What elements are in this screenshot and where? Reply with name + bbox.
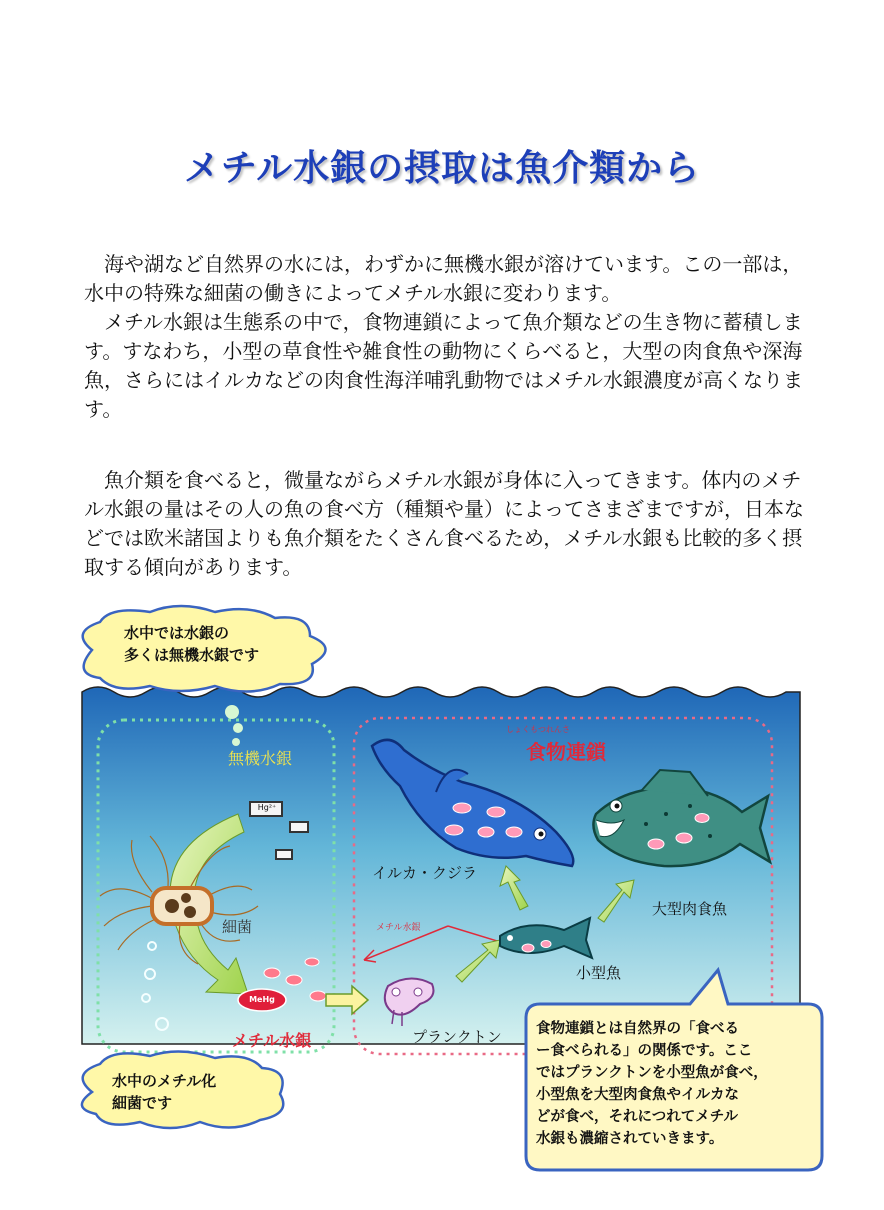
food-chain-label: 食物連鎖 [526,740,606,764]
food-chain-ruby: しょくもつれんさ [506,725,570,734]
inorganic-mercury-label: 無機水銀 [228,749,293,768]
food-chain-diagram [0,600,884,1210]
note-text: 食物連鎖とは自然界の「食べる ー食べられる」の関係です。ここ ではプランクトンを小型魚が食べ， 小型魚を大型肉食魚やイルカな どが食べ，それにつれてメチル 水銀も濃縮されていきます。 [536,1021,768,1147]
methylmercury-small-label: メチル水銀 [376,923,421,933]
methylmercury-label: メチル水銀 [232,1031,312,1050]
plankton-label: プランクトン [412,1028,502,1046]
page-title: メチル水銀の摂取は魚介類から [183,148,701,189]
mehg-chip-label: MeHg [249,995,275,1004]
cloud-top-text: 水中では水銀の 多くは無機水銀です [124,624,260,664]
big-fish-label: 大型肉食魚 [652,900,728,918]
hg-chip-label: Hg²⁺ [257,803,277,812]
cloud-bottom-text: 水中のメチル化 細菌です [112,1072,217,1112]
small-fish-label: 小型魚 [576,964,622,982]
intro-paragraph: 海や湖など自然界の水には，わずかに無機水銀が溶けています。この一部は，水中の特殊な細菌の働きによってメチル水銀に変わります。 メチル水銀は生態系の中で，食物連鎖によって魚介類などの生き物に蓄積します。すなわち，小型の草食性や雑食性の動物にくらべると，大型の肉食魚や深海魚，さらにはイルカなどの肉食性海洋哺乳動物ではメチル水銀濃度が高くなります。 [84,252,803,421]
dolphin-label: イルカ・クジラ [372,864,478,882]
intake-paragraph: 魚介類を食べると，微量ながらメチル水銀が身体に入ってきます。体内のメチル水銀の量はその人の魚の食べ方（種類や量）によってさまざまですが，日本などでは欧米諸国よりも魚介類をたくさん食べるため，メチル水銀も比較的多く摂取する傾向があります。 [84,468,804,579]
bacteria-label: 細菌 [222,918,253,936]
